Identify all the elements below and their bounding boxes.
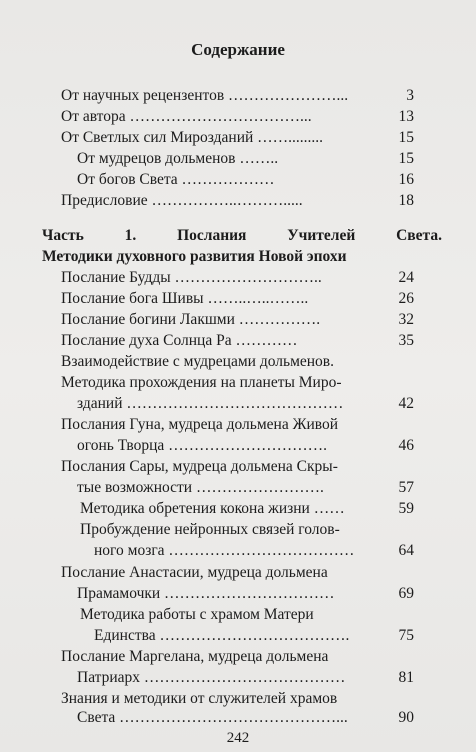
toc-entry-text: От Светлых сил Мирозданий ……......... — [61, 129, 324, 146]
toc-entry-page: 75 — [398, 627, 414, 644]
page-number: 242 — [226, 730, 250, 746]
toc-entry-text: Предисловие ……………..………..... — [61, 192, 303, 209]
toc-entry-page: 24 — [398, 269, 414, 286]
part-heading-line2: Методики духовного развития Новой эпохи — [42, 248, 347, 265]
toc-entry-page: 46 — [398, 437, 414, 454]
toc-entry-text: Методика обретения кокона жизни …… — [80, 500, 345, 517]
part-heading — [42, 225, 442, 267]
toc-entry-text: тые возможности ……………………. — [77, 479, 324, 496]
toc-entry-text: От научных рецензентов …………………... — [61, 87, 349, 104]
toc-entry-page: 3 — [406, 87, 414, 104]
toc-entry-text: Света ……………………………………... — [77, 709, 348, 726]
toc-entry-page: 18 — [398, 192, 414, 209]
toc-entry-page: 90 — [398, 709, 414, 726]
toc-entry-text: От автора ……………………………... — [61, 108, 312, 125]
toc-entry-page: 32 — [398, 311, 414, 328]
toc-entry-page: 13 — [398, 108, 414, 125]
part-heading-line1: Часть 1. Послания Учителей Света. — [42, 227, 442, 244]
toc-entry-page: 64 — [398, 542, 414, 559]
toc-entry-text: Взаимодействие с мудрецами дольменов. — [61, 353, 334, 370]
toc-entry-page: 35 — [398, 332, 414, 349]
toc-entry-page: 81 — [398, 669, 414, 686]
toc-entry-text: Патриарх ………………………………… — [77, 669, 346, 686]
toc-entry-text: Послание богини Лакшми ……………. — [61, 311, 321, 328]
page-title: Содержание — [191, 40, 285, 59]
toc-entry-text: Послание Анастасии, мудреца дольмена — [61, 564, 328, 581]
toc-entry-text: От мудрецов дольменов …….. — [77, 150, 279, 167]
toc-entry-text: Знания и методики от служителей храмов — [61, 690, 338, 707]
toc-entry-text: Прамамочки …………………………… — [77, 585, 335, 602]
toc-entry-text: Единства ………………………………. — [94, 627, 350, 644]
toc-entry-text: Послание духа Солнца Ра ………… — [61, 332, 298, 349]
toc-entry-page: 16 — [398, 171, 414, 188]
toc-entry-page: 26 — [398, 290, 414, 307]
toc-entry-text: Послание бога Шивы ……..…..…….. — [61, 290, 309, 307]
toc-entry-page: 42 — [398, 395, 414, 412]
toc-entry-text: Послание Маргелана, мудреца дольмена — [61, 648, 329, 665]
toc-entry-text: зданий …………………………………… — [77, 395, 344, 412]
toc-entry-text: Методика прохождения на планеты Миро- — [61, 374, 342, 391]
toc-entry-text: Послания Гуна, мудреца дольмена Живой — [61, 416, 339, 433]
toc-entry-page: 69 — [398, 585, 414, 602]
toc-entry-page: 15 — [398, 129, 414, 146]
toc-entry-page: 59 — [398, 500, 414, 517]
toc-entry-text: Послания Сары, мудреца дольмена Скры- — [61, 458, 338, 475]
toc-entry-text: Пробуждение нейронных связей голов- — [80, 521, 340, 538]
toc-entry-text: Послание Будды ……………………….. — [61, 269, 322, 286]
toc-entry-page: 15 — [398, 150, 414, 167]
toc-entry-text: ного мозга ……………………………… — [94, 542, 355, 559]
toc-entry-text: От богов Света ……………… — [77, 171, 275, 188]
toc-entry-text: Методика работы с храмом Матери — [80, 606, 314, 623]
toc-entry-text: огонь Творца …………………………. — [77, 437, 328, 454]
toc-entry-page: 57 — [398, 479, 414, 496]
